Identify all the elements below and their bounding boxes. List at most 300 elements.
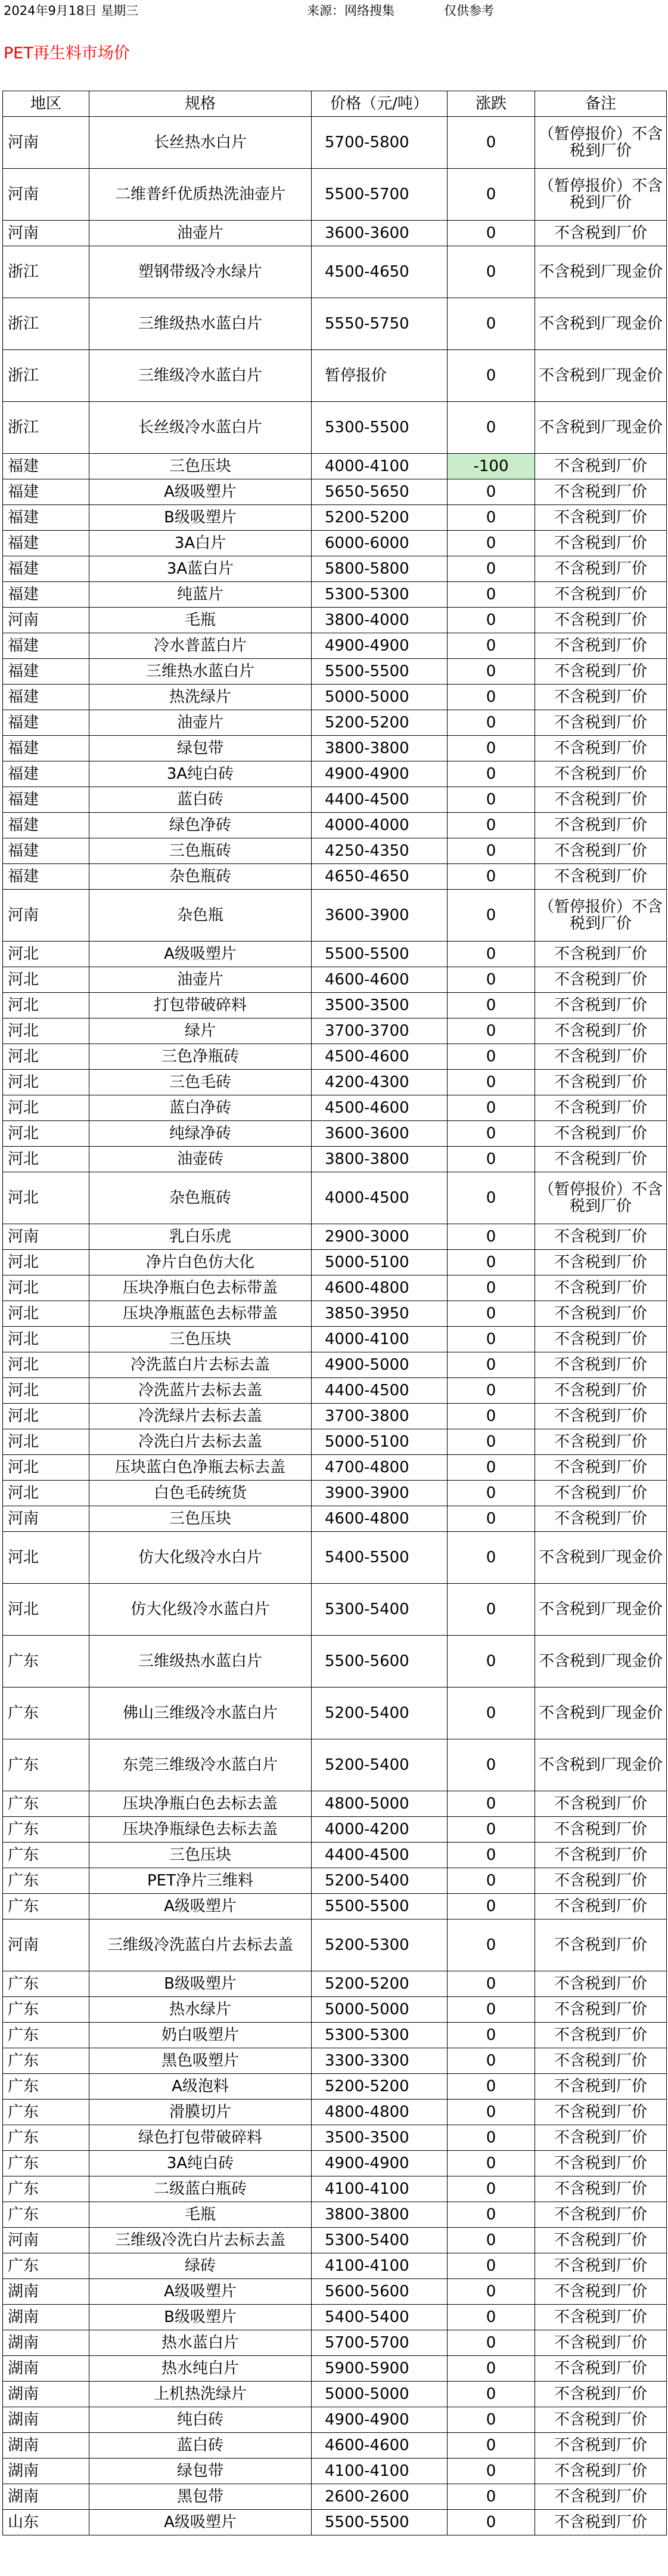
cell-spec: 三色净瓶砖 [89, 1044, 312, 1070]
cell-price: 3600-3900 [312, 890, 448, 942]
table-row [3, 1688, 667, 1739]
cell-change: 0 [448, 1147, 535, 1172]
cell-change: 0 [448, 1636, 535, 1688]
table-row [3, 2433, 667, 2459]
cell-price: 3500-3500 [312, 993, 448, 1018]
table-row [3, 505, 667, 531]
cell-remark: 不含税到厂价 [535, 608, 667, 633]
cell-region: 河北 [3, 1044, 89, 1070]
cell-price: 5200-5200 [312, 1971, 448, 1997]
cell-region: 广东 [3, 2253, 89, 2279]
table-row [3, 1971, 667, 1997]
cell-remark: 不含税到厂价 [535, 2407, 667, 2433]
cell-change: 0 [448, 2176, 535, 2202]
cell-remark: 不含税到厂价 [535, 2100, 667, 2125]
disclaimer-label: 仅供参考 [444, 4, 494, 18]
cell-region: 广东 [3, 2074, 89, 2100]
cell-region: 河北 [3, 1352, 89, 1378]
table-row [3, 813, 667, 838]
cell-remark: 不含税到厂价 [535, 556, 667, 582]
cell-region: 广东 [3, 1739, 89, 1791]
cell-price: 5300-5400 [312, 2228, 448, 2253]
cell-remark: 不含税到厂价 [535, 2433, 667, 2459]
cell-region: 福建 [3, 813, 89, 838]
cell-change: 0 [448, 479, 535, 505]
cell-remark: 不含税到厂价 [535, 1481, 667, 1506]
cell-remark: 不含税到厂现金价 [535, 1688, 667, 1739]
cell-region: 广东 [3, 1894, 89, 1919]
cell-price: 5800-5800 [312, 556, 448, 582]
cell-remark: 不含税到厂价 [535, 2151, 667, 2176]
cell-spec: 绿色净砖 [89, 813, 312, 838]
cell-remark: 不含税到厂价 [535, 2048, 667, 2074]
table-row [3, 2100, 667, 2125]
cell-price: 3900-3900 [312, 1481, 448, 1506]
cell-remark: 不含税到厂价 [535, 761, 667, 787]
cell-change: 0 [448, 1817, 535, 1843]
cell-change: 0 [448, 1532, 535, 1584]
cell-change: 0 [448, 117, 535, 169]
table-row [3, 2023, 667, 2048]
cell-spec: 油壶片 [89, 221, 312, 246]
cell-price: 5300-5300 [312, 2023, 448, 2048]
cell-region: 河南 [3, 1224, 89, 1250]
table-row [3, 1250, 667, 1275]
cell-region: 福建 [3, 454, 89, 479]
cell-spec: A级吸塑片 [89, 2279, 312, 2305]
column-header-region: 地区 [3, 91, 89, 117]
cell-remark: 不含税到厂价 [535, 1224, 667, 1250]
cell-spec: 热水蓝白片 [89, 2330, 312, 2356]
cell-region: 河北 [3, 1455, 89, 1481]
cell-region: 湖南 [3, 2382, 89, 2407]
cell-remark: 不含税到厂价 [535, 2253, 667, 2279]
cell-spec: 绿片 [89, 1018, 312, 1044]
column-header-price: 价格（元/吨） [312, 91, 448, 117]
cell-region: 河北 [3, 1378, 89, 1404]
cell-region: 湖南 [3, 2330, 89, 2356]
cell-change: 0 [448, 1739, 535, 1791]
cell-change: 0 [448, 2279, 535, 2305]
cell-price: 2600-2600 [312, 2484, 448, 2510]
table-row [3, 1739, 667, 1791]
table-header-row [3, 91, 667, 117]
cell-spec: 黑色吸塑片 [89, 2048, 312, 2074]
cell-region: 福建 [3, 710, 89, 736]
cell-spec: 长丝级冷水蓝白片 [89, 402, 312, 454]
cell-remark: 不含税到厂价 [535, 2484, 667, 2510]
table-row [3, 864, 667, 890]
table-row [3, 1636, 667, 1688]
column-header-change: 涨跌 [448, 91, 535, 117]
cell-price: 4900-4900 [312, 633, 448, 659]
cell-region: 湖南 [3, 2279, 89, 2305]
cell-change: 0 [448, 246, 535, 298]
cell-change: 0 [448, 169, 535, 221]
cell-remark: 不含税到厂价 [535, 2202, 667, 2228]
table-row [3, 1843, 667, 1868]
cell-change: 0 [448, 2305, 535, 2330]
cell-price: 4800-4800 [312, 2100, 448, 2125]
cell-price: 4100-4100 [312, 2253, 448, 2279]
table-row [3, 1584, 667, 1636]
cell-change: 0 [448, 1894, 535, 1919]
cell-region: 福建 [3, 479, 89, 505]
cell-region: 河南 [3, 221, 89, 246]
cell-region: 广东 [3, 1817, 89, 1843]
cell-remark: 不含税到厂价 [535, 659, 667, 685]
table-row [3, 454, 667, 479]
cell-spec: 压块净瓶绿色去标去盖 [89, 1817, 312, 1843]
cell-spec: 塑钢带级冷水绿片 [89, 246, 312, 298]
cell-spec: B级吸塑片 [89, 2305, 312, 2330]
cell-remark: 不含税到厂现金价 [535, 246, 667, 298]
cell-spec: B级吸塑片 [89, 1971, 312, 1997]
table-row [3, 1481, 667, 1506]
cell-spec: 滑膜切片 [89, 2100, 312, 2125]
cell-spec: 东莞三维级冷水蓝白片 [89, 1739, 312, 1791]
cell-change: 0 [448, 1378, 535, 1404]
cell-remark: 不含税到厂价 [535, 1817, 667, 1843]
cell-region: 河北 [3, 993, 89, 1018]
cell-remark: 不含税到厂价 [535, 2305, 667, 2330]
cell-price: 3600-3600 [312, 1121, 448, 1147]
table-row [3, 117, 667, 169]
cell-price: 4400-4500 [312, 787, 448, 813]
cell-spec: 压块净瓶白色去标去盖 [89, 1791, 312, 1817]
table-row [3, 2048, 667, 2074]
table-row [3, 1301, 667, 1327]
cell-price: 5200-5300 [312, 1919, 448, 1971]
cell-change: 0 [448, 2407, 535, 2433]
cell-remark: 不含税到厂价 [535, 1121, 667, 1147]
table-row [3, 942, 667, 967]
cell-spec: 蓝白净砖 [89, 1095, 312, 1121]
cell-change: 0 [448, 1250, 535, 1275]
cell-spec: 三维级热水蓝白片 [89, 298, 312, 350]
report-date: 2024年9月18日 星期三 [4, 4, 139, 18]
cell-price: 4250-4350 [312, 838, 448, 864]
cell-price: 5000-5100 [312, 1429, 448, 1455]
cell-spec: A级吸塑片 [89, 2510, 312, 2535]
table-row [3, 1919, 667, 1971]
cell-region: 福建 [3, 685, 89, 710]
cell-price: 5000-5100 [312, 1250, 448, 1275]
cell-change: 0 [448, 1455, 535, 1481]
table-row [3, 1894, 667, 1919]
cell-spec: 压块净瓶蓝色去标带盖 [89, 1301, 312, 1327]
cell-change: 0 [448, 2433, 535, 2459]
table-row [3, 2510, 667, 2535]
cell-remark: 不含税到厂现金价 [535, 298, 667, 350]
cell-change: 0 [448, 2484, 535, 2510]
cell-region: 广东 [3, 2151, 89, 2176]
cell-spec: 冷洗蓝片去标去盖 [89, 1378, 312, 1404]
cell-region: 河北 [3, 1429, 89, 1455]
cell-price: 3700-3700 [312, 1018, 448, 1044]
cell-spec: 白色毛砖统货 [89, 1481, 312, 1506]
cell-price: 4700-4800 [312, 1455, 448, 1481]
cell-price: 4900-4900 [312, 761, 448, 787]
cell-remark: 不含税到厂现金价 [535, 1739, 667, 1791]
cell-region: 河北 [3, 1121, 89, 1147]
table-row [3, 608, 667, 633]
cell-spec: 冷水普蓝白片 [89, 633, 312, 659]
cell-price: 4500-4650 [312, 246, 448, 298]
cell-region: 福建 [3, 582, 89, 608]
cell-price: 5300-5300 [312, 582, 448, 608]
cell-change: 0 [448, 505, 535, 531]
cell-price: 3800-3800 [312, 2202, 448, 2228]
table-row [3, 633, 667, 659]
cell-region: 广东 [3, 1843, 89, 1868]
cell-price: 5650-5650 [312, 479, 448, 505]
header-bar [0, 0, 668, 21]
table-row [3, 1352, 667, 1378]
cell-remark: 不含税到厂价 [535, 1327, 667, 1352]
cell-price: 5000-5000 [312, 1997, 448, 2023]
cell-remark: 不含税到厂现金价 [535, 402, 667, 454]
cell-remark: 不含税到厂价 [535, 942, 667, 967]
cell-remark: 不含税到厂价 [535, 221, 667, 246]
cell-spec: 压块净瓶白色去标带盖 [89, 1275, 312, 1301]
cell-spec: 蓝白砖 [89, 2433, 312, 2459]
cell-region: 河北 [3, 967, 89, 993]
cell-change: 0 [448, 1275, 535, 1301]
cell-spec: 3A纯白砖 [89, 2151, 312, 2176]
cell-region: 湖南 [3, 2433, 89, 2459]
cell-price: 5200-5200 [312, 505, 448, 531]
table-row [3, 1817, 667, 1843]
cell-region: 河南 [3, 1919, 89, 1971]
cell-spec: 三色毛砖 [89, 1070, 312, 1095]
cell-price: 4000-4000 [312, 813, 448, 838]
cell-remark: 不含税到厂价 [535, 1971, 667, 1997]
cell-remark: 不含税到厂价 [535, 2176, 667, 2202]
cell-region: 湖南 [3, 2407, 89, 2433]
cell-remark: 不含税到厂价 [535, 479, 667, 505]
cell-remark: 不含税到厂价 [535, 1275, 667, 1301]
cell-spec: 三色压块 [89, 454, 312, 479]
table-row [3, 2202, 667, 2228]
cell-remark: 不含税到厂价 [535, 1018, 667, 1044]
cell-region: 浙江 [3, 350, 89, 402]
cell-change: 0 [448, 685, 535, 710]
cell-change: 0 [448, 298, 535, 350]
cell-price: 4000-4200 [312, 1817, 448, 1843]
cell-price: 5500-5500 [312, 942, 448, 967]
cell-price: 3800-4000 [312, 608, 448, 633]
cell-region: 湖南 [3, 2305, 89, 2330]
cell-spec: 三色压块 [89, 1506, 312, 1532]
cell-change: 0 [448, 2510, 535, 2535]
cell-price: 5500-5700 [312, 169, 448, 221]
cell-price: 4100-4100 [312, 2459, 448, 2484]
cell-price: 4500-4600 [312, 1044, 448, 1070]
cell-remark: 不含税到厂价 [535, 1506, 667, 1532]
cell-remark: 不含税到厂价 [535, 864, 667, 890]
cell-price: 3800-3800 [312, 1147, 448, 1172]
cell-remark: 不含税到厂价 [535, 2382, 667, 2407]
price-table [2, 91, 667, 2535]
cell-remark: 不含税到厂价 [535, 1044, 667, 1070]
table-row [3, 402, 667, 454]
table-row [3, 710, 667, 736]
table-row [3, 1018, 667, 1044]
cell-change: 0 [448, 2023, 535, 2048]
cell-spec: 奶白吸塑片 [89, 2023, 312, 2048]
cell-region: 福建 [3, 531, 89, 556]
table-row [3, 1429, 667, 1455]
cell-change: 0 [448, 2202, 535, 2228]
cell-price: 4800-5000 [312, 1791, 448, 1817]
cell-price: 暂停报价 [312, 350, 448, 402]
cell-remark: 不含税到厂价 [535, 993, 667, 1018]
cell-spec: 三色压块 [89, 1843, 312, 1868]
cell-change: 0 [448, 556, 535, 582]
cell-change: 0 [448, 2330, 535, 2356]
cell-price: 5400-5400 [312, 2305, 448, 2330]
cell-spec: 热洗绿片 [89, 685, 312, 710]
table-row [3, 479, 667, 505]
cell-region: 广东 [3, 1971, 89, 1997]
cell-change: 0 [448, 2048, 535, 2074]
cell-change: 0 [448, 1172, 535, 1224]
cell-remark: 不含税到厂价 [535, 1429, 667, 1455]
cell-spec: 黑包带 [89, 2484, 312, 2510]
cell-change: 0 [448, 1301, 535, 1327]
cell-spec: 压块蓝白色净瓶去标去盖 [89, 1455, 312, 1481]
cell-region: 福建 [3, 736, 89, 761]
cell-price: 4900-5000 [312, 1352, 448, 1378]
cell-region: 湖南 [3, 2356, 89, 2382]
table-row [3, 2074, 667, 2100]
table-row [3, 2459, 667, 2484]
cell-spec: A级吸塑片 [89, 942, 312, 967]
cell-spec: 纯绿净砖 [89, 1121, 312, 1147]
cell-region: 福建 [3, 556, 89, 582]
cell-remark: （暂停报价）不含税到厂价 [535, 169, 667, 221]
cell-price: 4400-4500 [312, 1378, 448, 1404]
cell-change: 0 [448, 1997, 535, 2023]
table-row [3, 2279, 667, 2305]
cell-price: 5700-5700 [312, 2330, 448, 2356]
cell-change: 0 [448, 1224, 535, 1250]
cell-change: 0 [448, 1327, 535, 1352]
cell-price: 5400-5500 [312, 1532, 448, 1584]
table-row [3, 1224, 667, 1250]
column-header-remark: 备注 [535, 91, 667, 117]
cell-price: 5300-5400 [312, 1584, 448, 1636]
cell-remark: 不含税到厂价 [535, 2510, 667, 2535]
table-row [3, 1532, 667, 1584]
cell-change: 0 [448, 1843, 535, 1868]
cell-remark: 不含税到厂价 [535, 505, 667, 531]
cell-price: 4600-4800 [312, 1506, 448, 1532]
table-row [3, 1506, 667, 1532]
cell-spec: 3A纯白砖 [89, 761, 312, 787]
cell-spec: 油壶片 [89, 710, 312, 736]
cell-remark: 不含税到厂价 [535, 736, 667, 761]
cell-region: 广东 [3, 1636, 89, 1688]
cell-remark: 不含税到厂价 [535, 710, 667, 736]
cell-region: 福建 [3, 864, 89, 890]
cell-remark: 不含税到厂现金价 [535, 350, 667, 402]
cell-region: 河北 [3, 1095, 89, 1121]
table-body [3, 117, 667, 2535]
table-row [3, 787, 667, 813]
cell-region: 福建 [3, 505, 89, 531]
table-row [3, 2407, 667, 2433]
cell-change: 0 [448, 2356, 535, 2382]
cell-change: 0 [448, 531, 535, 556]
cell-region: 河北 [3, 1481, 89, 1506]
cell-region: 广东 [3, 2125, 89, 2151]
table-row [3, 2382, 667, 2407]
cell-remark: 不含税到厂价 [535, 1919, 667, 1971]
cell-spec: 上机热洗绿片 [89, 2382, 312, 2407]
cell-remark: 不含税到厂价 [535, 1147, 667, 1172]
cell-spec: 蓝白砖 [89, 787, 312, 813]
table-row [3, 1868, 667, 1894]
cell-remark: 不含税到厂价 [535, 1301, 667, 1327]
cell-price: 4900-4900 [312, 2151, 448, 2176]
cell-price: 5700-5800 [312, 117, 448, 169]
cell-spec: 仿大化级冷水蓝白片 [89, 1584, 312, 1636]
cell-spec: 绿包带 [89, 736, 312, 761]
cell-remark: 不含税到厂价 [535, 838, 667, 864]
cell-change: 0 [448, 942, 535, 967]
cell-remark: 不含税到厂价 [535, 1095, 667, 1121]
cell-spec: 三维级热水蓝白片 [89, 1636, 312, 1688]
cell-region: 河北 [3, 1404, 89, 1429]
cell-price: 4000-4100 [312, 1327, 448, 1352]
table-row [3, 1172, 667, 1224]
cell-change: 0 [448, 1584, 535, 1636]
table-row [3, 1095, 667, 1121]
cell-remark: 不含税到厂价 [535, 531, 667, 556]
cell-spec: 佛山三维级冷水蓝白片 [89, 1688, 312, 1739]
cell-price: 4500-4600 [312, 1095, 448, 1121]
cell-change: 0 [448, 2253, 535, 2279]
cell-remark: 不含税到厂价 [535, 582, 667, 608]
cell-region: 福建 [3, 761, 89, 787]
cell-remark: 不含税到厂价 [535, 787, 667, 813]
cell-change: 0 [448, 2074, 535, 2100]
cell-spec: PET净片三维料 [89, 1868, 312, 1894]
table-row [3, 1455, 667, 1481]
table-row [3, 1275, 667, 1301]
cell-price: 5200-5200 [312, 710, 448, 736]
cell-spec: 油壶片 [89, 967, 312, 993]
cell-price: 6000-6000 [312, 531, 448, 556]
cell-remark: （暂停报价）不含税到厂价 [535, 890, 667, 942]
cell-remark: 不含税到厂价 [535, 1894, 667, 1919]
cell-price: 3500-3500 [312, 2125, 448, 2151]
cell-change: 0 [448, 2459, 535, 2484]
cell-change: 0 [448, 1070, 535, 1095]
cell-spec: 纯白砖 [89, 2407, 312, 2433]
cell-spec: 杂色瓶砖 [89, 864, 312, 890]
cell-spec: 热水纯白片 [89, 2356, 312, 2382]
cell-remark: 不含税到厂现金价 [535, 1532, 667, 1584]
cell-remark: 不含税到厂价 [535, 685, 667, 710]
cell-change: 0 [448, 633, 535, 659]
cell-price: 5500-5600 [312, 1636, 448, 1688]
cell-spec: 绿砖 [89, 2253, 312, 2279]
cell-remark: 不含税到厂价 [535, 1250, 667, 1275]
cell-spec: 三维级冷洗蓝白片去标去盖 [89, 1919, 312, 1971]
